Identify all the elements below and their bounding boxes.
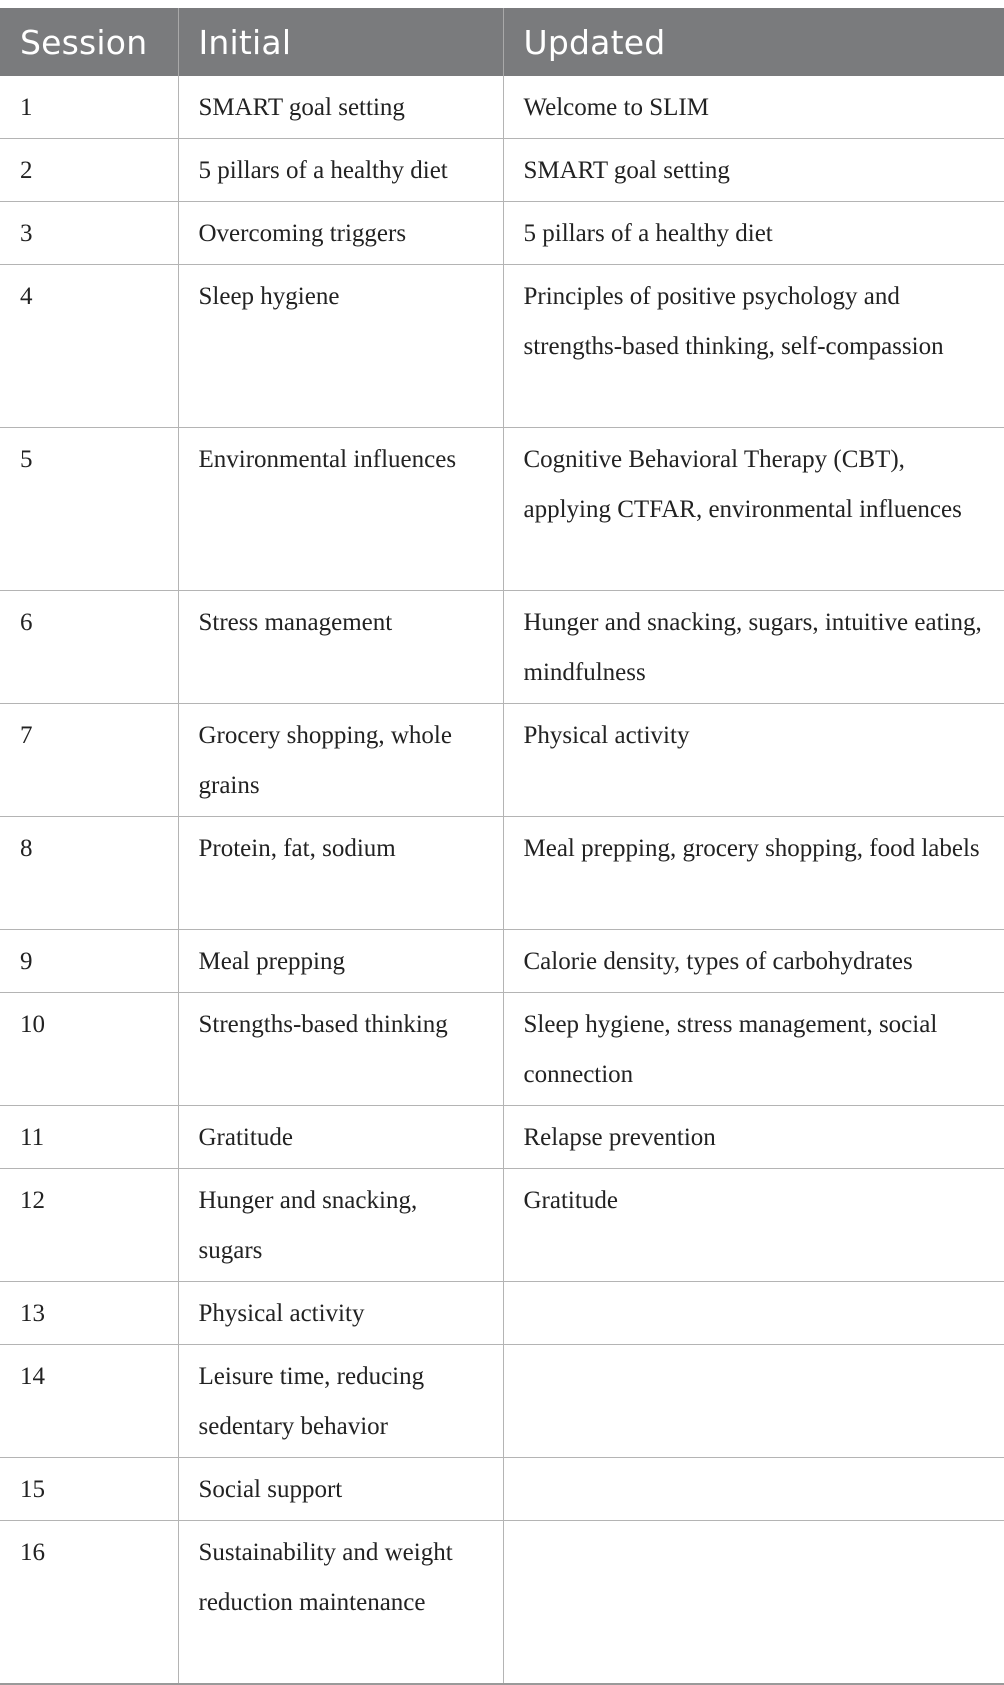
table-row [0, 1345, 1004, 1458]
cell-session: 15 [0, 1458, 178, 1521]
cell-updated: Cognitive Behavioral Therapy (CBT), applying CTFAR, environmental influences [503, 428, 1004, 591]
cell-updated: Gratitude [503, 1169, 1004, 1282]
cell-session: 3 [0, 202, 178, 265]
cell-initial: Leisure time, reducing sedentary behavior [178, 1345, 503, 1458]
cell-updated: Hunger and snacking, sugars, intuitive eating, mindfulness [503, 591, 1004, 704]
cell-initial: Social support [178, 1458, 503, 1521]
table-row [0, 428, 1004, 591]
cell-session: 12 [0, 1169, 178, 1282]
header-updated: Updated [503, 8, 1004, 76]
cell-session: 9 [0, 930, 178, 993]
table-row [0, 993, 1004, 1106]
table-header [0, 8, 1004, 76]
cell-session: 16 [0, 1521, 178, 1685]
header-session: Session [0, 8, 178, 76]
cell-session: 2 [0, 139, 178, 202]
cell-initial: Physical activity [178, 1282, 503, 1345]
cell-session: 6 [0, 591, 178, 704]
cell-session: 7 [0, 704, 178, 817]
table-body [0, 76, 1004, 1684]
cell-initial: Strengths-based thinking [178, 993, 503, 1106]
cell-updated: Welcome to SLIM [503, 76, 1004, 139]
cell-updated: Physical activity [503, 704, 1004, 817]
table-row [0, 930, 1004, 993]
cell-initial: Protein, fat, sodium [178, 817, 503, 930]
cell-session: 8 [0, 817, 178, 930]
cell-initial: Environmental influences [178, 428, 503, 591]
cell-session: 14 [0, 1345, 178, 1458]
cell-updated [503, 1521, 1004, 1685]
header-initial: Initial [178, 8, 503, 76]
cell-updated: Sleep hygiene, stress management, social connection [503, 993, 1004, 1106]
cell-session: 1 [0, 76, 178, 139]
cell-initial: Gratitude [178, 1106, 503, 1169]
cell-updated: Meal prepping, grocery shopping, food labels [503, 817, 1004, 930]
cell-updated [503, 1345, 1004, 1458]
table-row [0, 817, 1004, 930]
header-row [0, 8, 1004, 76]
table-row [0, 1282, 1004, 1345]
cell-session: 5 [0, 428, 178, 591]
cell-initial: Sustainability and weight reduction maintenance [178, 1521, 503, 1685]
cell-updated [503, 1458, 1004, 1521]
table-row [0, 139, 1004, 202]
cell-updated: Relapse prevention [503, 1106, 1004, 1169]
cell-session: 13 [0, 1282, 178, 1345]
cell-updated: Principles of positive psychology and strengths-based thinking, self-compassion [503, 265, 1004, 428]
cell-updated: SMART goal setting [503, 139, 1004, 202]
sessions-table-container [0, 8, 1004, 1685]
table-row [0, 704, 1004, 817]
sessions-table [0, 8, 1004, 1685]
cell-initial: SMART goal setting [178, 76, 503, 139]
cell-initial: Sleep hygiene [178, 265, 503, 428]
cell-session: 11 [0, 1106, 178, 1169]
table-row [0, 1169, 1004, 1282]
cell-session: 4 [0, 265, 178, 428]
cell-initial: Grocery shopping, whole grains [178, 704, 503, 817]
table-row [0, 202, 1004, 265]
cell-initial: Stress management [178, 591, 503, 704]
cell-initial: Overcoming triggers [178, 202, 503, 265]
cell-initial: Hunger and snacking, sugars [178, 1169, 503, 1282]
cell-initial: Meal prepping [178, 930, 503, 993]
table-row [0, 1106, 1004, 1169]
table-row [0, 1458, 1004, 1521]
cell-updated: 5 pillars of a healthy diet [503, 202, 1004, 265]
cell-updated: Calorie density, types of carbohydrates [503, 930, 1004, 993]
cell-session: 10 [0, 993, 178, 1106]
table-row [0, 591, 1004, 704]
table-row [0, 265, 1004, 428]
cell-initial: 5 pillars of a healthy diet [178, 139, 503, 202]
table-row [0, 1521, 1004, 1685]
cell-updated [503, 1282, 1004, 1345]
table-row [0, 76, 1004, 139]
